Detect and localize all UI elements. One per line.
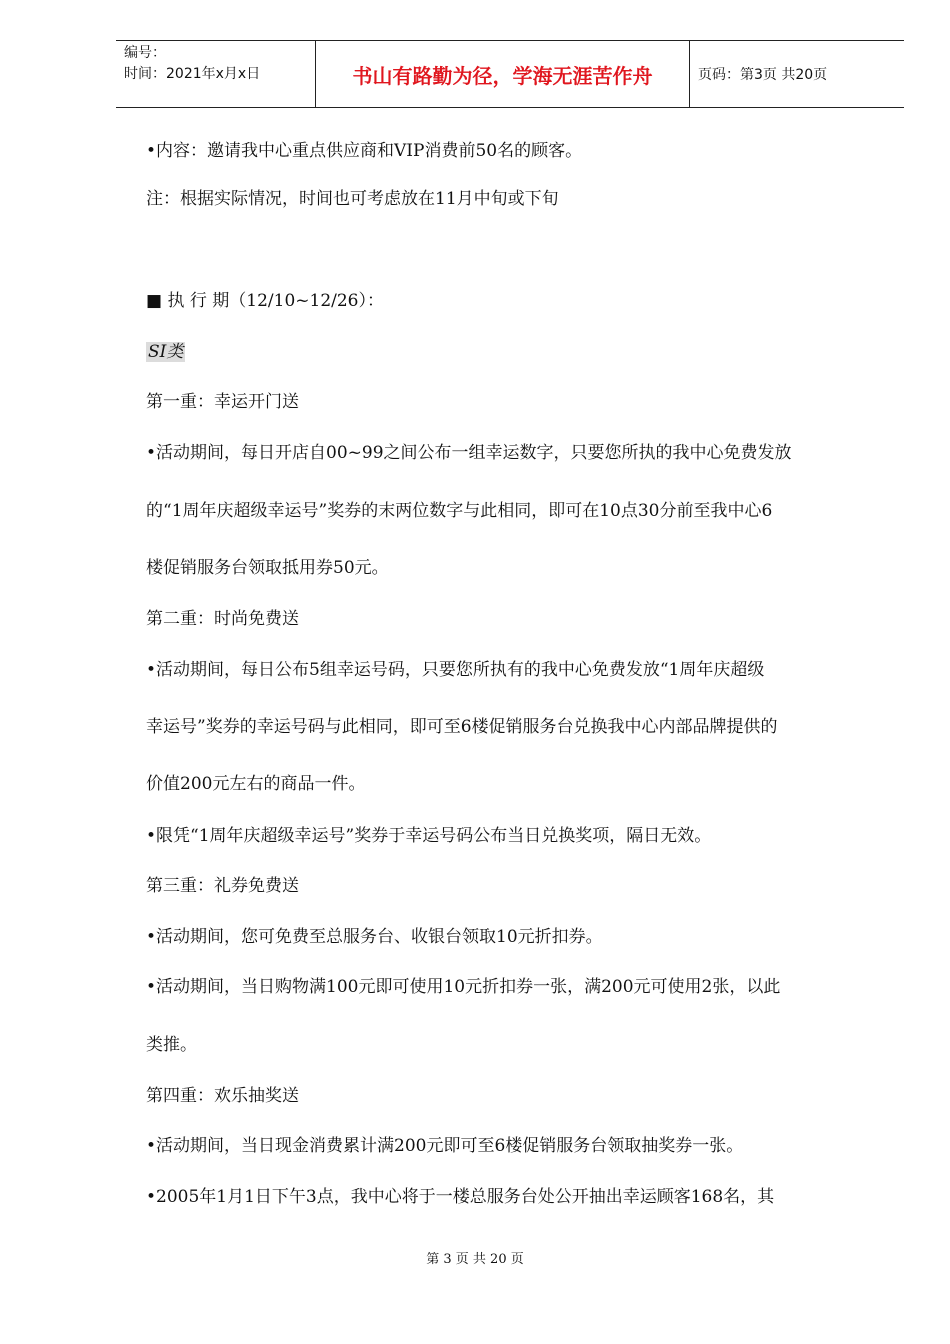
- category-label-text: SI类: [148, 342, 184, 362]
- page-footer: 第 3 页 共 20 页: [426, 1252, 524, 1267]
- paragraph-line: •活动期间，您可免费至总服务台、收银台领取10元折扣券。: [146, 927, 603, 947]
- paragraph-line: •活动期间，当日购物满100元即可使用10元折扣券一张，满200元可使用2张，以此: [146, 977, 781, 997]
- subheading-3: 第三重：礼券免费送: [146, 876, 299, 896]
- paragraph-line: •2005年1月1日下午3点，我中心将于一楼总服务台处公开抽出幸运顾客168名，其: [146, 1187, 775, 1207]
- page-header: [116, 40, 904, 108]
- paragraph-line: •活动期间，当日现金消费累计满200元即可至6楼促销服务台领取抽奖券一张。: [146, 1136, 744, 1156]
- document-time-label: 时间：2021年x月x日: [124, 66, 261, 82]
- content-line: •内容：邀请我中心重点供应商和VIP消费前50名的顾客。: [146, 141, 583, 161]
- paragraph-line: 楼促销服务台领取抵用券50元。: [146, 558, 389, 578]
- category-label: [146, 341, 185, 363]
- paragraph-line: 价值200元左右的商品一件。: [146, 774, 366, 794]
- paragraph-line: •活动期间，每日开店自00~99之间公布一组幸运数字，只要您所执的我中心免费发放: [146, 443, 792, 463]
- section-heading: ■ 执 行 期（12/10~12/26）：: [146, 291, 384, 311]
- paragraph-line: 幸运号”奖券的幸运号码与此相同，即可至6楼促销服务台兑换我中心内部品牌提供的: [146, 717, 778, 737]
- subheading-4: 第四重：欢乐抽奖送: [146, 1086, 299, 1106]
- header-page-number: 页码：第3页 共20页: [698, 67, 828, 83]
- document-number-label: 编号：: [124, 45, 166, 61]
- note-line: 注：根据实际情况，时间也可考虑放在11月中旬或下旬: [146, 189, 559, 209]
- subheading-1: 第一重：幸运开门送: [146, 392, 299, 412]
- paragraph-line: 类推。: [146, 1035, 197, 1055]
- header-motto: 书山有路勤为径，学海无涯苦作舟: [316, 41, 690, 107]
- subheading-2: 第二重：时尚免费送: [146, 609, 299, 629]
- paragraph-line: •活动期间，每日公布5组幸运号码，只要您所执有的我中心免费发放“1周年庆超级: [146, 660, 765, 680]
- paragraph-line: •限凭“1周年庆超级幸运号”奖券于幸运号码公布当日兑换奖项，隔日无效。: [146, 826, 712, 846]
- paragraph-line: 的“1周年庆超级幸运号”奖券的末两位数字与此相同，即可在10点30分前至我中心6: [146, 501, 773, 521]
- header-meta: [116, 41, 316, 107]
